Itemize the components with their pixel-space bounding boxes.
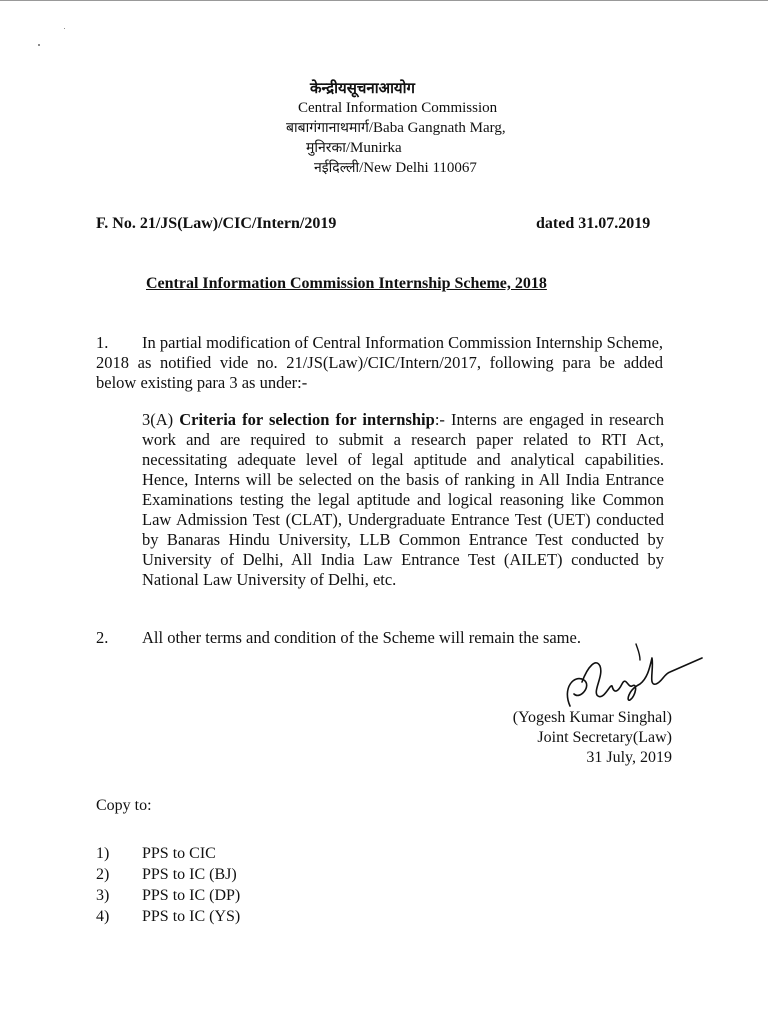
signatory-name: (Yogesh Kumar Singhal): [512, 709, 672, 726]
scan-top-edge: [0, 0, 768, 1]
address-line2-hindi: मुनिरका: [306, 140, 346, 156]
paragraph-1: [96, 333, 663, 393]
handwritten-signature: [552, 636, 712, 716]
paragraph-number: 2.: [96, 628, 109, 647]
list-item: [96, 906, 240, 927]
letterhead-hindi-title: केन्द्रीयसूचनाआयोग: [310, 79, 415, 97]
address-line1-hindi: बाबागंगानाथमार्ग: [286, 120, 369, 136]
address-line3-hindi: नईदिल्ली: [314, 160, 360, 176]
signature-date: 31 July, 2019: [586, 749, 672, 766]
signature-block: [513, 708, 672, 768]
letterhead-address-line2: [306, 138, 598, 158]
list-item-number: 1): [96, 845, 110, 862]
address-line3-english: /New Delhi 110067: [359, 160, 477, 176]
list-item: [96, 864, 240, 885]
copy-to-list: [96, 843, 240, 927]
letterhead-org-name: Central Information Commission: [298, 100, 498, 116]
scan-speck: [64, 28, 65, 29]
list-item-text: PPS to IC (YS): [142, 908, 241, 925]
address-line2-english: /Munirka: [345, 140, 402, 156]
subject-heading: Central Information Commission Internship Scheme, 2018: [146, 275, 547, 292]
list-item-text: PPS to IC (DP): [142, 887, 241, 904]
paragraph-3a-text: :- Interns are engaged in research work and are required to submit a research paper related to RTI Act, necessitating adequate level of legal aptitude and analytical capabilities. Hence, Interns will be selected on the basis of ranking in All India Entrance Examinations testing the legal aptitude and logical reasoning like Common Law Admission Test (CLAT), Undergraduate Entrance Test (UET) conducted by Banaras Hindu University, LLB Common Entrance Test conducted by University of Delhi, All India Law Entrance Test (AILET) conducted by National Law University of Delhi, etc.: [142, 410, 664, 589]
list-item: [96, 885, 240, 906]
signatory-designation: Joint Secretary(Law): [537, 729, 672, 746]
scan-speck: [38, 44, 40, 46]
list-item-text: PPS to IC (BJ): [142, 866, 237, 883]
letterhead-address-line1: [286, 118, 598, 138]
list-item-number: 3): [96, 887, 110, 904]
paragraph-3a: [142, 410, 664, 590]
list-item: [96, 843, 240, 864]
copy-to-label: Copy to:: [96, 797, 152, 814]
address-line1-english: /Baba Gangnath Marg,: [368, 120, 506, 136]
list-item-text: PPS to CIC: [142, 845, 216, 862]
file-number: F. No. 21/JS(Law)/CIC/Intern/2019: [96, 215, 337, 232]
paragraph-text: In partial modification of Central Information Commission Internship Scheme, 2018 as notified vide no. 21/JS(Law)/CIC/Intern/2017, following para be added below existing para 3 as under:-: [96, 333, 664, 392]
list-item-number: 2): [96, 866, 110, 883]
letterhead: [286, 78, 598, 178]
list-item-number: 4): [96, 908, 110, 925]
paragraph-3a-prefix: 3(A): [142, 410, 180, 429]
paragraph-number: 1.: [96, 333, 109, 352]
paragraph-text: All other terms and condition of the Scheme will remain the same.: [142, 628, 581, 647]
letterhead-address-line3: [314, 158, 598, 178]
paragraph-3a-heading: Criteria for selection for internship: [179, 410, 435, 429]
document-date: dated 31.07.2019: [536, 215, 651, 232]
